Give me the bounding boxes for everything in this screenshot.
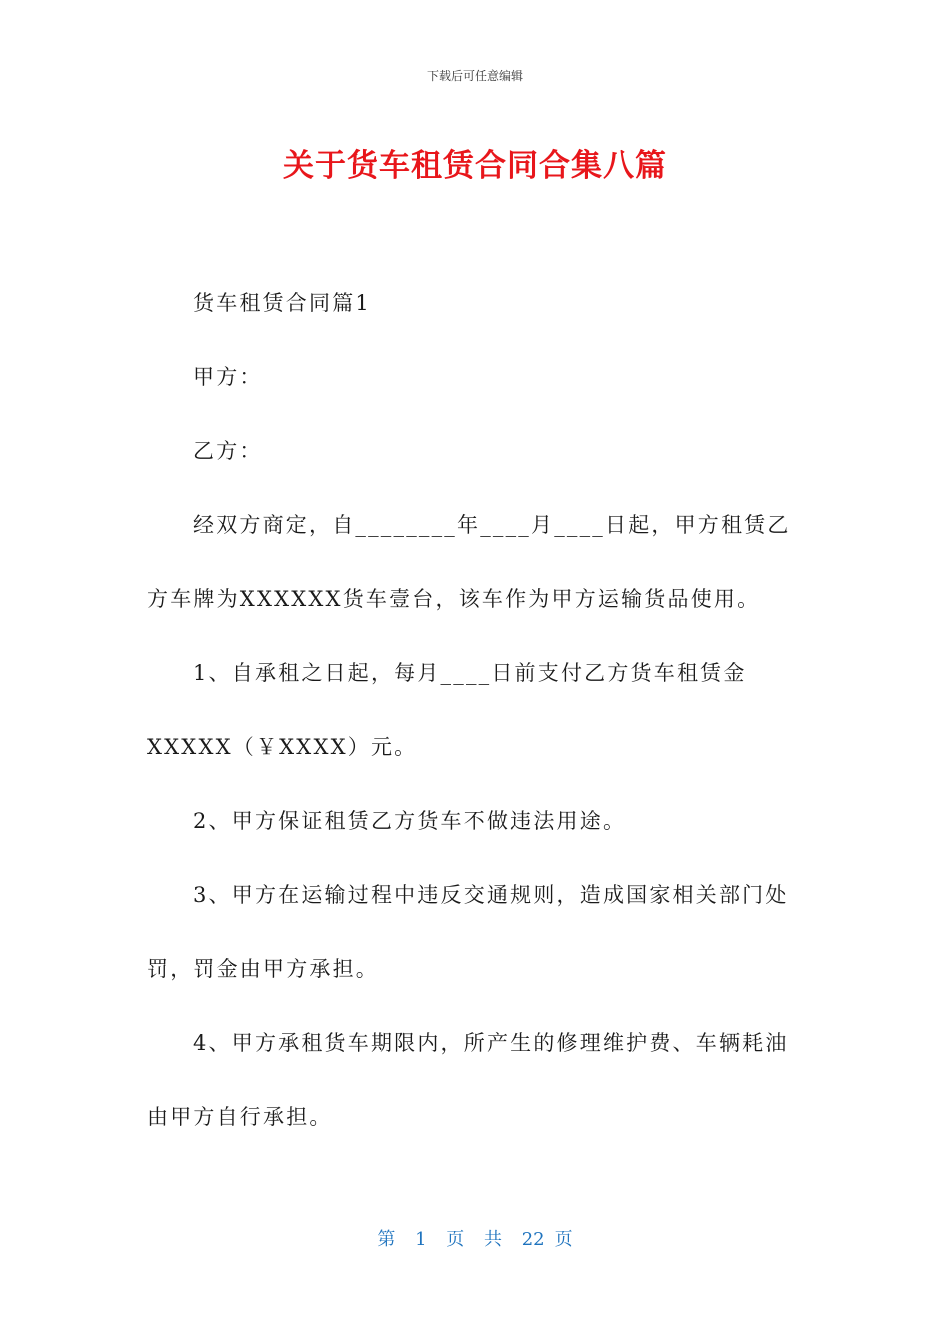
- clause-3: 3、甲方在运输过程中违反交通规则，造成国家相关部门处罚，罚金由甲方承担。: [147, 883, 789, 981]
- document-body: [147, 266, 807, 1154]
- clause-2: 2、甲方保证租赁乙方货车不做违法用途。: [193, 809, 627, 833]
- footer-total-suffix: 页: [554, 1229, 573, 1250]
- page-footer: [0, 1225, 950, 1251]
- footer-page-mid: 页: [446, 1229, 465, 1250]
- paragraph: 经双方商定，自________年____月____日起，甲方租赁乙方车牌为XXXXXX货车壹台，该车作为甲方运输货品使用。: [147, 513, 791, 611]
- header-note: 下载后可任意编辑: [426, 69, 523, 83]
- footer-page-number: 1: [415, 1229, 427, 1250]
- footer-total-prefix: 共: [484, 1229, 502, 1250]
- section-heading: 货车租赁合同篇1: [193, 291, 371, 315]
- footer-total-pages: 22: [521, 1229, 545, 1250]
- clause-4: 4、甲方承租货车期限内，所产生的修理维护费、车辆耗油由甲方自行承担。: [147, 1031, 789, 1129]
- footer-page-prefix: 第: [377, 1229, 396, 1250]
- party-a-line: 甲方：: [193, 365, 263, 389]
- document-title: 关于货车租赁合同合集八篇: [283, 148, 667, 184]
- clause-1: 1、自承租之日起，每月____日前支付乙方货车租赁金XXXXX（￥XXXX）元。: [147, 661, 747, 759]
- party-b-line: 乙方：: [193, 439, 263, 463]
